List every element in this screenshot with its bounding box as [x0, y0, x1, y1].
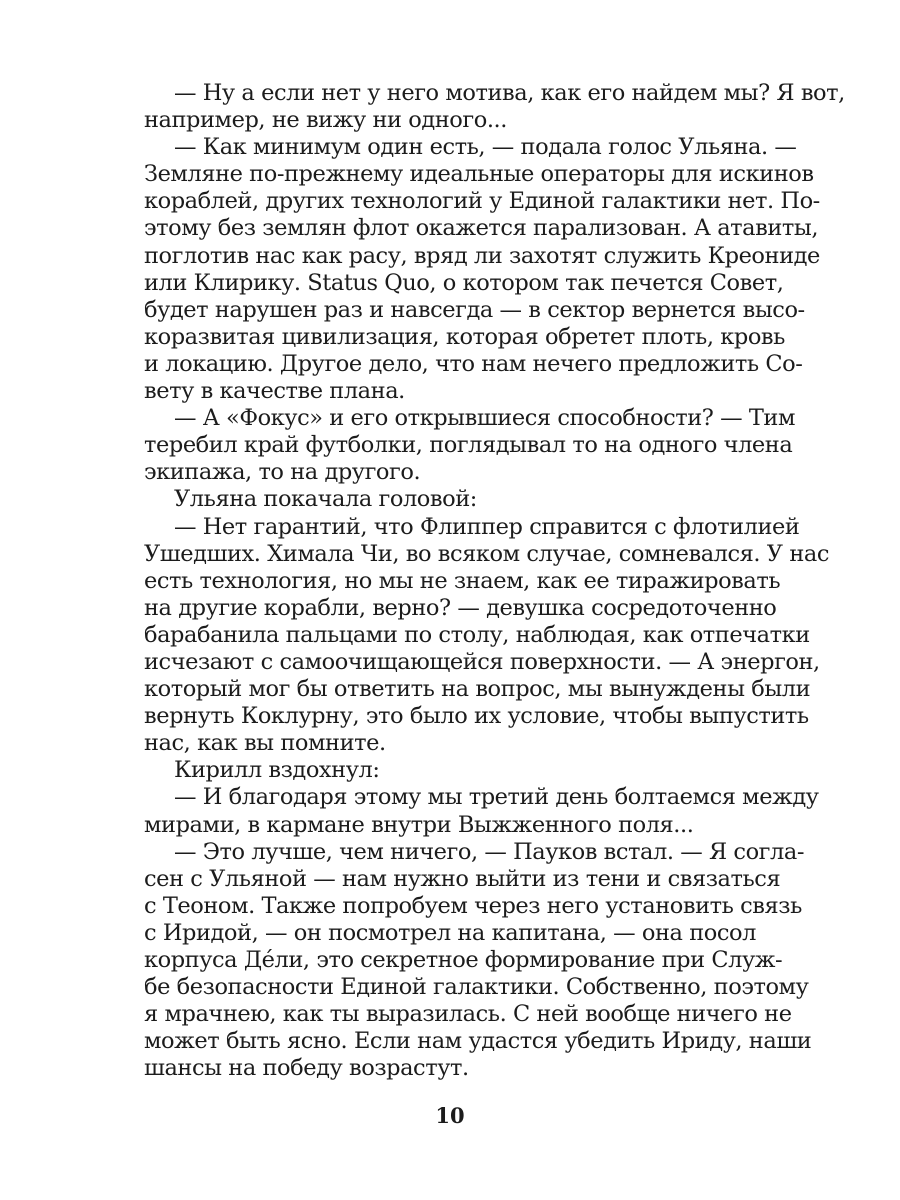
text-line: — Нет гарантий, что Флиппер справится с флотилией [174, 513, 800, 540]
text-line: с Иридой, — он посмотрел на капитана, — она посол [144, 919, 756, 946]
text-line: Ушедших. Химала Чи, во всяком случае, сомневался. У нас [144, 540, 829, 567]
text-line: например, не вижу ни одного... [144, 107, 507, 134]
paragraph [144, 80, 845, 134]
paragraph [144, 757, 732, 784]
text-line: — Это лучше, чем ничего, — Пауков встал. — Я согла- [174, 838, 804, 865]
text-line: — И благодаря этому мы третий день болтаемся между [174, 784, 819, 811]
text-line: поглотив нас как расу, вряд ли захотят служить Креониде [144, 242, 820, 269]
text-line: сен с Ульяной — нам нужно выйти из тени и связаться [144, 865, 781, 892]
paragraph [144, 134, 820, 405]
text-line: барабанила пальцами по столу, наблюдая, как отпечатки [144, 621, 810, 648]
text-line: — Как минимум один есть, — подала голос Ульяна. — [174, 134, 797, 161]
text-line: экипажа, то на другого. [144, 459, 421, 486]
text-line: будет нарушен раз и навсегда — в сектор вернется высо- [144, 296, 805, 323]
text-line: нас, как вы помните. [144, 730, 386, 757]
text-line: на другие корабли, верно? — девушка сосредоточенно [144, 594, 777, 621]
text-line: — Ну а если нет у него мотива, как его найдем мы? Я вот, [174, 80, 845, 106]
text-line: и локацию. Другое дело, что нам нечего предложить Со- [144, 350, 803, 377]
text-line: коразвитая цивилизация, которая обретет плоть, кровь [144, 323, 785, 350]
body-text [144, 80, 845, 1082]
text-line: может быть ясно. Если нам удастся убедить Ириду, наши [144, 1028, 812, 1055]
text-line: теребил край футболки, поглядывал то на одного члена [144, 432, 793, 459]
text-line: есть технология, но мы не знаем, как ее тиражировать [144, 567, 781, 594]
text-line: шансы на победу возрастут. [144, 1055, 469, 1082]
text-line: Кирилл вздохнул: [174, 757, 380, 784]
text-line: я мрачнею, как ты выразилась. С ней вообще ничего не [144, 1001, 792, 1028]
paragraph [144, 784, 819, 838]
text-line: с Теоном. Также попробуем через него установить связь [144, 892, 802, 919]
page-number: 10 [435, 1103, 465, 1128]
paragraph [144, 838, 812, 1083]
text-line: или Клирику. Status Quo, о котором так печется Совет, [144, 269, 784, 296]
paragraph [144, 405, 796, 486]
text-line: который мог бы ответить на вопрос, мы вынуждены были [144, 676, 811, 703]
text-line: бе безопасности Единой галактики. Собственно, поэтому [144, 974, 809, 1001]
text-line: кораблей, других технологий у Единой галактики нет. По- [144, 188, 820, 215]
text-line: мирами, в кармане внутри Выжженного поля... [144, 811, 694, 838]
text-line: корпуса Дéли, это секретное формирование при Служ- [144, 947, 783, 973]
paragraph [144, 486, 732, 513]
text-line: Земляне по-прежнему идеальные операторы для искинов [144, 161, 814, 188]
paragraph [144, 513, 829, 758]
text-line: вету в качестве плана. [144, 378, 405, 405]
text-line: — А «Фокус» и его открывшиеся способности? — Тим [174, 405, 796, 432]
text-line: Ульяна покачала головой: [174, 486, 477, 513]
text-line: этому без землян флот окажется парализован. А атавиты, [144, 215, 819, 242]
text-line: исчезают с самоочищающейся поверхности. — А энергон, [144, 648, 820, 675]
text-line: вернуть Коклурну, это было их условие, чтобы выпустить [144, 703, 809, 730]
